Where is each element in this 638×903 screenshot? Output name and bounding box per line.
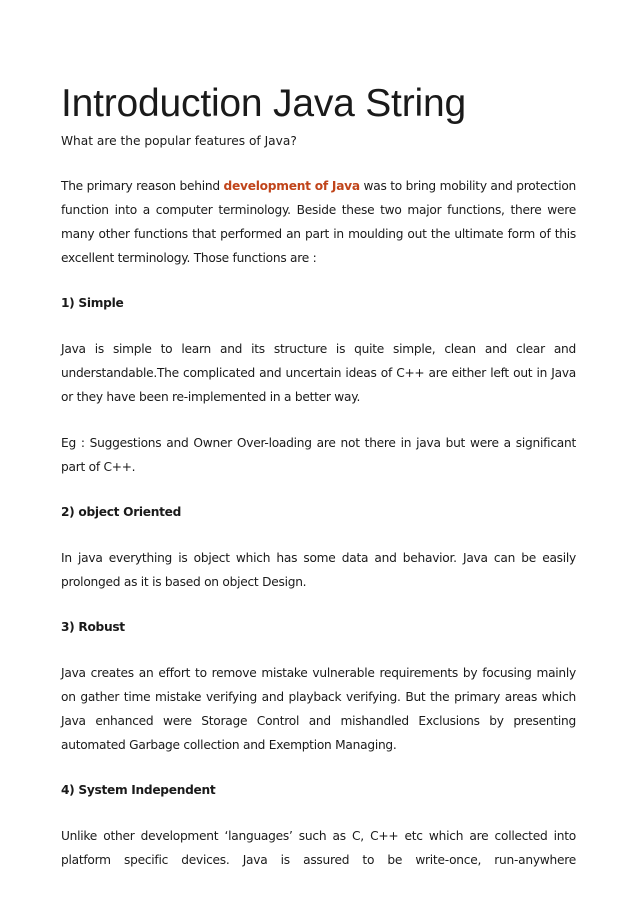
intro-paragraph (61, 174, 576, 270)
system-independent-paragraph: Unlike other development ‘languages’ such as C, C++ etc which are collected into platform specific devices. Java is assured to be write-once, run-anywhere (61, 829, 576, 867)
intro-text-before: The primary reason behind (61, 179, 224, 193)
section-heading-system-independent: 4) System Independent (61, 783, 216, 797)
section-heading-object-oriented: 2) object Oriented (61, 505, 182, 519)
page-title: Introduction Java String (61, 82, 466, 125)
intro-text-after: was to bring mobility and protection function into a computer terminology. Beside these two major functions, there were many other functions that performed an part in moulding out the ultimate form of this excellent terminology. Those functions are : (61, 179, 577, 265)
robust-paragraph: Java creates an effort to remove mistake vulnerable requirements by focusing mainly on gather time mistake verifying and playback verifying. But the primary areas which Java enhanced were Storage Control and mishandled Exclusions by presenting automated Garbage collection and Exemption Managing. (61, 666, 576, 752)
development-of-java-link[interactable]: development of Java (223, 179, 360, 193)
subtitle: What are the popular features of Java? (61, 134, 297, 148)
simple-paragraph: Java is simple to learn and its structure is quite simple, clean and clear and understandable.The complicated and uncertain ideas of C++ are either left out in Java or they have been re-implemented in a better way. (61, 342, 576, 404)
simple-example-paragraph: Eg : Suggestions and Owner Over-loading are not there in java but were a significant part of C++. (61, 436, 576, 474)
section-heading-robust: 3) Robust (61, 620, 125, 634)
object-oriented-paragraph: In java everything is object which has some data and behavior. Java can be easily prolonged as it is based on object Design. (61, 551, 576, 589)
section-heading-simple: 1) Simple (61, 296, 124, 310)
document-page (61, 82, 576, 872)
